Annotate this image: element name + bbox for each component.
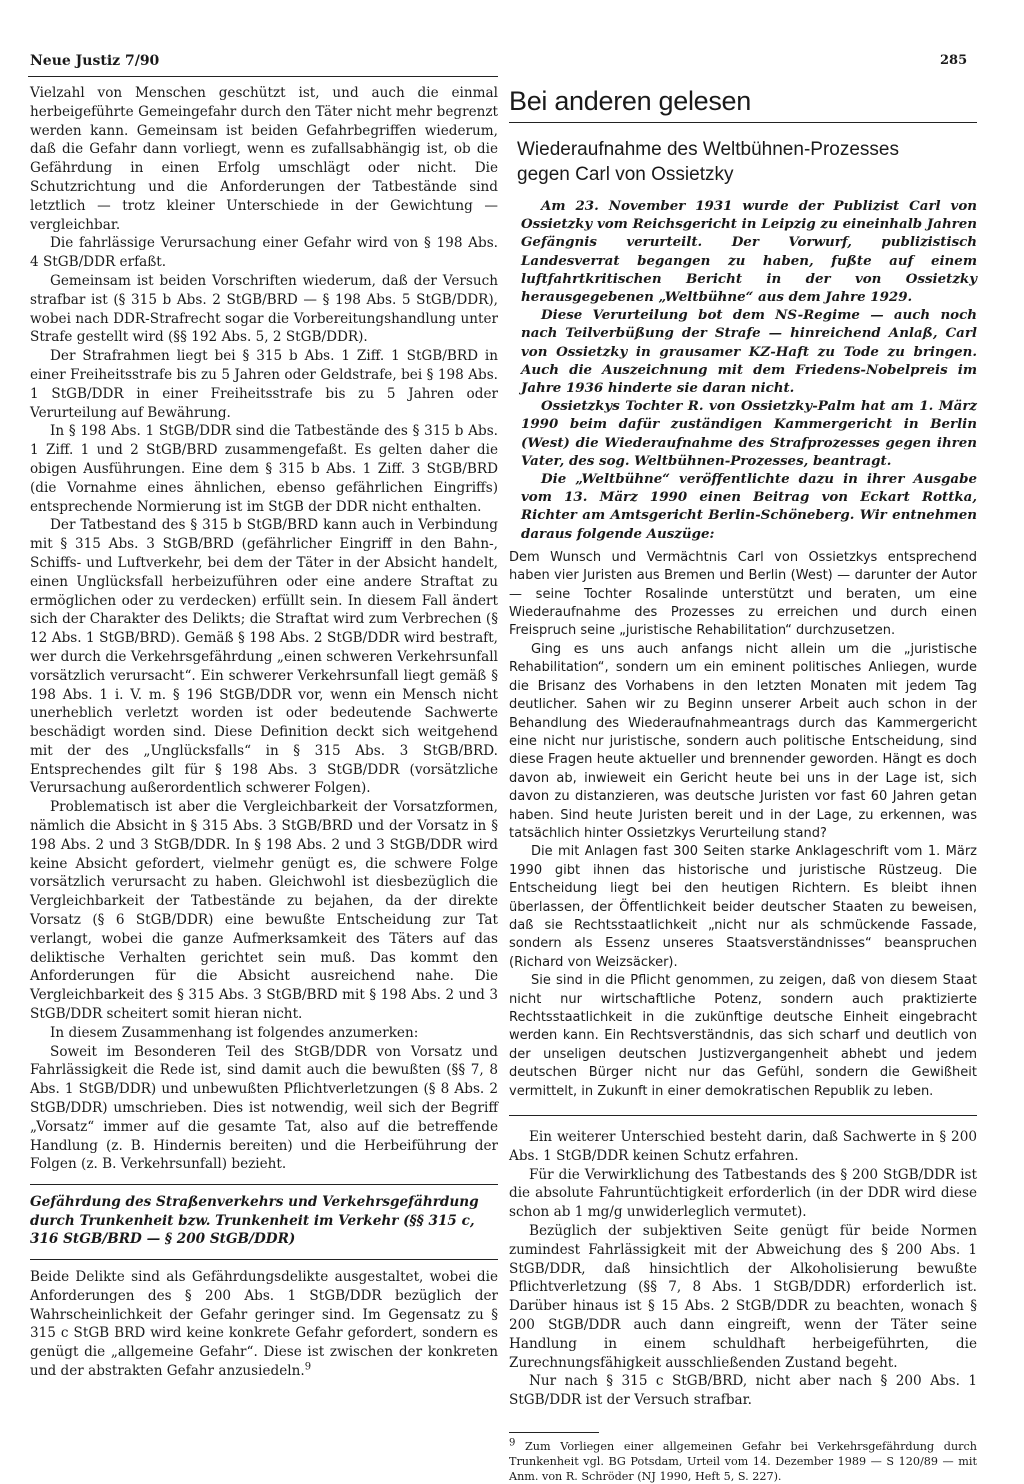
body-paragraph: Gemeinsam ist beiden Vorschriften wiederum, daß der Versuch strafbar ist (§ 315 b Abs. 2 StGB/BRD — § 198 Abs. 5 StGB/DDR), wobei nach DDR-Strafrecht sogar die Vorbereitungshandlung unter Strafe gestellt wird (§§ 192 Abs. 5, 2 StGB/DDR).: [30, 272, 498, 346]
article-title-line: gegen Carl von Ossietzky: [517, 164, 734, 185]
intro-paragraph: Diese Verurteilung bot dem NS-Regime — auch noch nach Teilverbüßung der Strafe — hinreichend Anlaß, Carl von Ossietzky in grausamer KZ-Haft zu Tode zu bringen. Auch die Auszeichnung mit dem Friedens-Nobelpreis im Jahre 1936 hinderte sie daran nicht.: [521, 307, 977, 397]
page-number: 285: [940, 53, 968, 68]
intro-paragraph: Am 23. November 1931 wurde der Publizist Carl von Ossietzky vom Reichsgericht in Leipzig zu eineinhalb Jahren Gefängnis verurteilt. Der Vorwurf, publizistisch Landesverrat begangen zu haben, fußte auf einem luftfahrtkritischen Bericht in der von Ossietzky herausgegebenen „Weltbühne“ aus dem Jahre 1929.: [521, 198, 977, 306]
article-excerpt: [509, 549, 977, 1101]
section-heading: Gefährdung des Straßenverkehrs und Verkehrsgefährdung durch Trunkenheit bzw. Trunkenheit im Verkehr (§§ 315 c, 316 StGB/BRD — § 200 StGB/DDR): [30, 1194, 479, 1248]
header-rule: [28, 76, 498, 77]
excerpt-paragraph: Die mit Anlagen fast 300 Seiten starke Anklageschrift vom 1. März 1990 gibt ihnen das historische und juristische Rüstzeug. Die Entscheidung liegt bei den heutigen Richtern. Es bleibt ihnen überlassen, der Öffentlichkeit beider deutscher Staaten zu beweisen, daß sie Rechtsstaatlichkeit „nicht nur als schmückende Fassade, sondern als Essenz unseres Staatsverständnisses“ beanspruchen (Richard von Weizsäcker).: [509, 844, 977, 970]
body-paragraph: Der Tatbestand des § 315 b StGB/BRD kann auch in Verbindung mit § 315 Abs. 3 StGB/BRD (gefährlicher Eingriff in den Bahn-, Schiffs- und Luftverkehr, bei dem der Täter in der Absicht handelt, einen Unglücksfall herbeizuführen oder eine andere Straftat zu ermöglichen oder zu verdecken) erfüllt sein. In diesem Fall ändert sich der Charakter des Delikts; die Straftat wird zum Verbrechen (§ 12 Abs. 1 StGB/BRD). Gemäß § 198 Abs. 2 StGB/DDR wird bestraft, wer durch die Verkehrsgefährdung „einen schweren Verkehrsunfall vorsätzlich verursacht“. Ein schwerer Verkehrsunfall liegt gemäß § 198 Abs. 1 i. V. m. § 196 StGB/DDR vor, wenn ein Mensch nicht unerheblich verletzt worden ist oder bedeutende Sachwerte beschädigt worden sind. Diese Definition deckt sich weitgehend mit der des „Unglücksfalls“ in § 315 Abs. 3 StGB/BRD. Entsprechendes gilt für § 198 Abs. 3 StGB/DDR (vorsätzliche Verursachung außerordentlich schwerer Folgen).: [30, 517, 498, 797]
journal-issue-header: Neue Justiz 7/90: [30, 53, 160, 69]
body-paragraph: Vielzahl von Menschen geschützt ist, und auch die einmal herbeigeführte Gemeingefahr durch den Täter nicht mehr begrenzt werden kann. Gemeinsam ist beiden Gefahrbegriffen wiederum, daß die Gefahr dann vorliegt, wenn es zufallsabhängig ist, ob die Gefährdung in einen Erfolg umschlägt oder nicht. Die Schutzrichtung und die Anforderungen der Tatbestände sind letztlich — trotz kleiner Unterschiede in der Gewichtung — vergleichbar.: [30, 85, 498, 233]
excerpt-paragraph: Ging es uns auch anfangs nicht allein um die „juristische Rehabilitation“, sondern um ein eminent politisches Anliegen, wurde die Brisanz des Vorhabens in den letzten Monaten mit jedem Tag deutlicher. Sahen wir zu Beginn unserer Arbeit auch schon in der Behandlung des Wiederaufnahmeantrags durch das Kammergericht eine nicht nur juristische, sondern auch politische Entscheidung, sind diese Fragen heute aktueller und brennender geworden. Hängt es doch davon ab, inwieweit ein Gericht heute bei uns in der Lage ist, sich davon zu distanzieren, was deutsche Juristen vor fast 60 Jahren getan haben. Sind heute Juristen bereit und in der Lage, zu erkennen, was tatsächlich hinter Ossietzkys Verurteilung stand?: [509, 641, 977, 841]
intro-paragraph: Die „Weltbühne“ veröffentlichte dazu in ihrer Ausgabe vom 13. März 1990 einen Beitrag von Eckart Rottka, Richter am Amtsgericht Berlin-Schöneberg. Wir entnehmen daraus folgende Auszüge:: [521, 471, 977, 542]
body-paragraph: Bezüglich der subjektiven Seite genügt für beide Normen zumindest Fahrlässigkeit mit der Abweichung des § 200 Abs. 1 StGB/DDR, daß hinsichtlich der Alkoholisierung bewußte Pflichtverletzung (§§ 7, 8 Abs. 1 StGB/DDR) erforderlich ist. Darüber hinaus ist § 15 Abs. 2 StGB/DDR zu beachten, wonach § 200 StGB/DDR auch dann eingreift, wenn der Täter seine Handlung in einem schuldhaft herbeigeführten, die Zurechnungsfähigkeit ausschließenden Zustand begeht.: [509, 1223, 977, 1371]
excerpt-paragraph: Dem Wunsch und Vermächtnis Carl von Ossietzkys entsprechend haben vier Juristen aus Bremen und Berlin (West) — darunter der Autor — seine Tochter Rosalinde unterstützt und beraten, um eine Wiederaufnahme des Prozesses zu erreichen und durch einen Freispruch seine „juristische Rehabilitation“ durchzusetzen.: [509, 549, 977, 639]
body-paragraph: Soweit im Besonderen Teil des StGB/DDR von Vorsatz und Fahrlässigkeit die Rede ist, sind damit auch die bewußten (§§ 7, 8 Abs. 1 StGB/DDR) und unbewußten Pflichtverletzungen (§ 8 Abs. 2 StGB/DDR) umschrieben. Dies ist notwendig, weil sich der Begriff „Vorsatz“ immer auf die gesamte Tat, also auf die betreffende Handlung (z. B. Hindernis bereiten) und die Herbeiführung der Folgen (z. B. Verkehrsunfall) bezieht.: [30, 1043, 498, 1173]
rubric-rule: [509, 122, 977, 123]
article-intro: [509, 197, 977, 543]
body-paragraph: Nur nach § 315 c StGB/BRD, nicht aber nach § 200 Abs. 1 StGB/DDR ist der Versuch strafbar.: [509, 1373, 977, 1409]
section-rule-bottom: [30, 1259, 498, 1260]
body-paragraph: Problematisch ist aber die Vergleichbarkeit der Vorsatzformen, nämlich die Absicht in § 315 Abs. 3 StGB/BRD und der Vorsatz in § 198 Abs. 2 und 3 StGB/DDR. In § 198 Abs. 2 und 3 StGB/DDR wird keine Absicht gefordert, vielmehr genügt es, die schwere Folge vorsätzlich verursacht zu haben. Gleichwohl ist diesbezüglich die Vergleichbarkeit der Tatbestände zu bejahen, da der direkte Vorsatz (§ 6 StGB/DDR) eine bewußte Entscheidung zur Tat verlangt, wobei die ganze Aufmerksamkeit des Täters auf das deliktische Verhalten gerichtet sein muß. Das kommt den Anforderungen für die Absicht ausreichend nahe. Die Vergleichbarkeit des § 315 Abs. 3 StGB/BRD mit § 198 Abs. 2 und 3 StGB/DDR scheitert somit hieran nicht.: [30, 799, 498, 1023]
excerpt-paragraph: Sie sind in die Pflicht genommen, zu zeigen, daß von diesem Staat nicht nur wirtschaftliche Potenz, sondern auch praktizierte Rechtsstaatlichkeit in die zukünftige deutsche Einheit eingebracht werden kann. Ein Rechtsverständnis, das sich scharf und deutlich von der unseligen deutschen Justizvergangenheit abhebt und jedem deutschen Bürger nicht nur das Gefühl, sondern die Gewißheit vermittelt, in Zukunft in einer demokratischen Republik zu leben.: [509, 973, 977, 1099]
body-paragraph: Ein weiterer Unterschied besteht darin, daß Sachwerte in § 200 Abs. 1 StGB/DDR keinen Schutz erfahren.: [509, 1129, 977, 1164]
body-paragraph: Für die Verwirklichung des Tatbestands des § 200 StGB/DDR ist die absolute Fahruntüchtigkeit erforderlich (in der DDR wird diese schon ab 1 mg/g unwiderleglich vermutet).: [509, 1166, 977, 1221]
footnote-reference: 9: [304, 1361, 312, 1373]
footnote-rule: [509, 1432, 599, 1433]
footnote-text: Zum Vorliegen einer allgemeinen Gefahr bei Verkehrsgefährdung durch Trunkenheit vgl. BG Potsdam, Urteil vom 14. Dezember 1989 — S 120/89 — mit Anm. von R. Schröder (NJ 1990, Heft 5, S. 227).: [509, 1440, 977, 1483]
section-rule-top: [30, 1184, 498, 1185]
box-end-rule: [509, 1115, 977, 1116]
body-paragraph: Die fahrlässige Verursachung einer Gefahr wird von § 198 Abs. 4 StGB/DDR erfaßt.: [30, 235, 498, 271]
intro-paragraph: Ossietzkys Tochter R. von Ossietzky-Palm hat am 1. März 1990 beim dafür zuständigen Kammergericht in Berlin (West) die Wiederaufnahme des Strafprozesses gegen ihren Vater, des sog. Weltbühnen-Prozesses, beantragt.: [521, 398, 977, 469]
section-paragraph: [30, 1268, 498, 1381]
article-title-line: Wiederaufnahme des Weltbühnen-Prozesses: [517, 139, 899, 160]
article-title: [509, 137, 977, 187]
body-paragraph: In § 198 Abs. 1 StGB/DDR sind die Tatbestände des § 315 b Abs. 1 Ziff. 1 und 2 StGB/BRD zusammengefaßt. Es gelten daher die obigen Ausführungen. Eine dem § 315 b Abs. 1 Ziff. 3 StGB/BRD (die Vornahme eines ähnlichen, ebenso gefährlichen Eingriffs) entsprechende Normierung ist im StGB der DDR nicht enthalten.: [30, 423, 498, 515]
right-column: [509, 84, 977, 1484]
rubric-heading: Bei anderen gelesen: [509, 86, 751, 116]
footnote: [509, 1439, 977, 1484]
section-paragraph-text: Beide Delikte sind als Gefährdungsdelikte ausgestaltet, wobei die Anforderungen des § 200 Abs. 1 StGB/DDR bezüglich der Wahrscheinlichkeit der Gefahr geringer sind. Im Gegensatz zu § 315 c StGB BRD wird keine konkrete Gefahr gefordert, sondern es genügt die „allgemeine Gefahr“. Diese ist zwischen der konkreten und der abstrakten Gefahr anzusiedeln.: [30, 1269, 498, 1379]
footnote-number: 9: [509, 1437, 516, 1449]
body-paragraph: Der Strafrahmen liegt bei § 315 b Abs. 1 Ziff. 1 StGB/BRD in einer Freiheitsstrafe bis zu 5 Jahren oder Geldstrafe, bei § 198 Abs. 1 StGB/DDR in einer Freiheitsstrafe bis zu 5 Jahren oder Verurteilung auf Bewährung.: [30, 348, 498, 421]
left-column: [30, 84, 498, 1381]
body-paragraph: In diesem Zusammenhang ist folgendes anzumerken:: [50, 1024, 419, 1041]
